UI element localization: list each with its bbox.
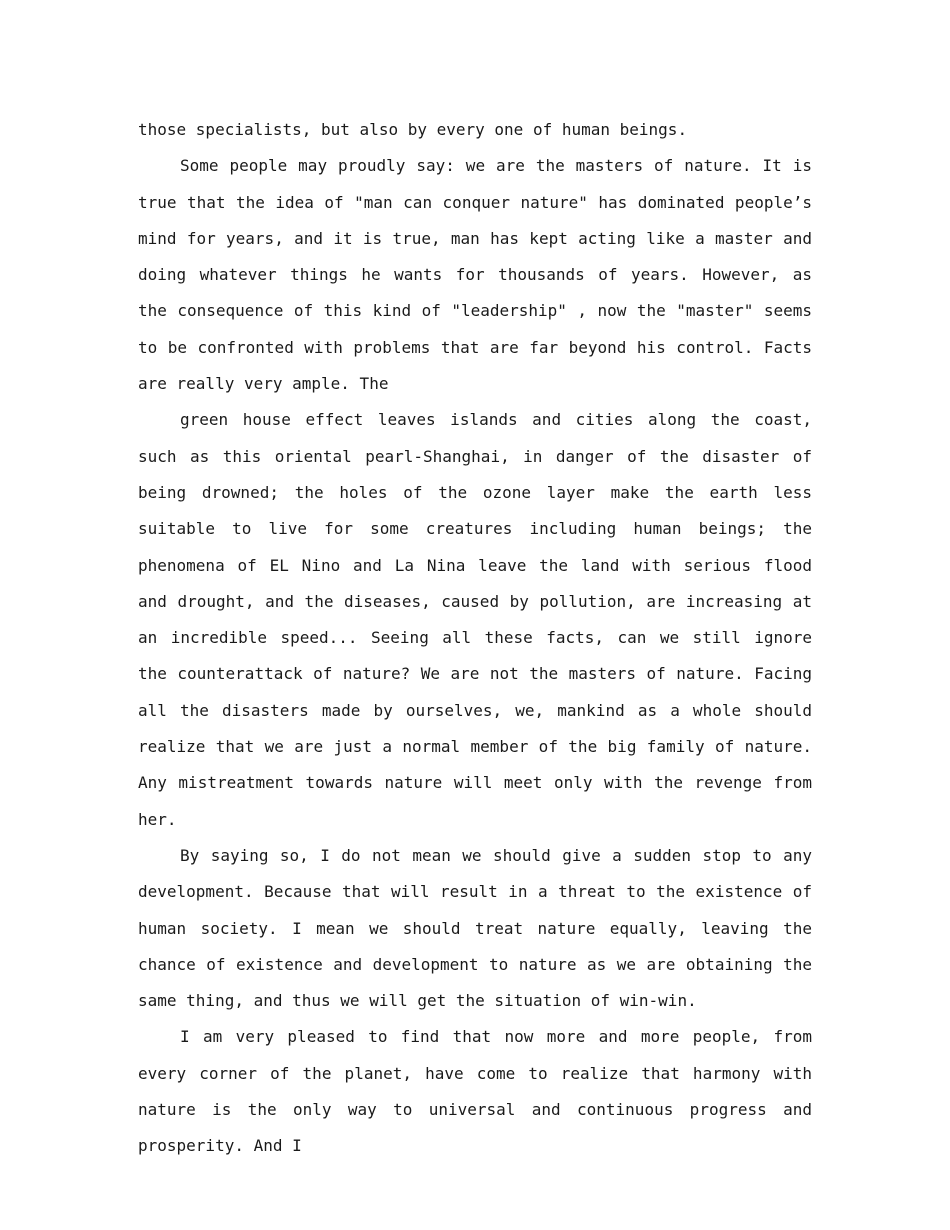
document-body bbox=[138, 112, 812, 1165]
paragraph-development: By saying so, I do not mean we should give a sudden stop to any development. Because that will result in a threat to the existence of human society. I mean we should treat nature equally, leaving the chance of existence and development to nature as we are obtaining the same thing, and thus we will get the situation of win-win. bbox=[138, 845, 812, 1011]
paragraph-harmony: I am very pleased to find that now more and more people, from every corner of the planet, have come to realize that harmony with nature is the only way to universal and continuous progress and prosperity. And I bbox=[138, 1027, 812, 1156]
paragraph-masters-of-nature: Some people may proudly say: we are the masters of nature. It is true that the idea of "man can conquer nature" has dominated people’s mind for years, and it is true, man has kept acting like a master and doing whatever things he wants for thousands of years. However, as the consequence of this kind of "leadership" , now the "master" seems to be confronted with problems that are far beyond his control. Facts are really very ample. The bbox=[138, 156, 812, 394]
paragraph-green-house-effect: green house effect leaves islands and cities along the coast, such as this oriental pearl-Shanghai, in danger of the disaster of being drowned; the holes of the ozone layer make the earth less suitable to live for some creatures including human beings; the phenomena of EL Nino and La Nina leave the land with serious flood and drought, and the diseases, caused by pollution, are increasing at an incredible speed... Seeing all these facts, can we still ignore the counterattack of nature? We are not the masters of nature. Facing all the disasters made by ourselves, we, mankind as a whole should realize that we are just a normal member of the big family of nature. Any mistreatment towards nature will meet only with the revenge from her. bbox=[138, 410, 812, 829]
paragraph-continuation: those specialists, but also by every one of human beings. bbox=[138, 120, 688, 139]
